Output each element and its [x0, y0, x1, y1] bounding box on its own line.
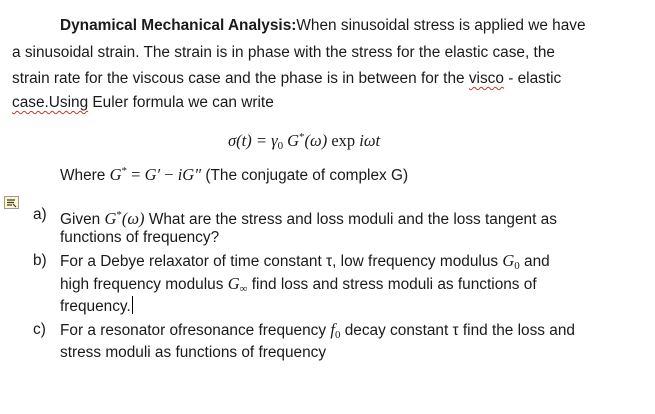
intro-text-1: When sinusoidal stress is applied we have [296, 17, 586, 34]
qb-G0-sub: 0 [514, 260, 520, 272]
qa-pre: Given [60, 211, 105, 228]
where-star: * [121, 165, 128, 177]
eq-omega: (ω) [304, 131, 328, 150]
qa-post: What are the stress and loss moduli and the loss tangent as [144, 211, 557, 228]
eq-lhs: σ(t) = [228, 131, 272, 150]
qc-f-sub: 0 [334, 329, 341, 341]
where-eq: = [127, 165, 145, 184]
where-prefix: Where [60, 167, 110, 184]
text-cursor [132, 296, 133, 314]
qc-pre: For a resonator ofresonance frequency [60, 322, 331, 339]
question-c-line-2: stress moduli as functions of frequency [60, 344, 327, 361]
question-c-label: c) [33, 321, 46, 338]
eq-star: * [299, 131, 305, 143]
intro-text-4-end: Euler formula we can write [88, 94, 274, 111]
where-i: i [177, 165, 183, 184]
eq-G: G [287, 131, 300, 150]
section-heading: Dynamical Mechanical Analysis: [60, 17, 297, 34]
intro-line-4 [12, 91, 274, 115]
qb-G0: G [502, 251, 515, 270]
eq-exp: exp [327, 131, 360, 150]
intro-text-3-end: - elastic [503, 70, 562, 87]
intro-line-2 [12, 41, 555, 65]
qb-Ginf-sub: ∞ [239, 283, 248, 295]
qc-f: f [330, 320, 335, 339]
question-b-label: b) [33, 252, 47, 269]
stress-equation [228, 125, 380, 158]
question-a-line-2: functions of frequency? [60, 229, 220, 246]
question-b-line-3[interactable] [60, 295, 133, 319]
intro-text-2: a sinusoidal strain. The strain is in phase with the stress for the elastic case, the [12, 44, 555, 61]
where-Gdoubleprime: G″ [182, 165, 202, 184]
where-G: G [109, 165, 122, 184]
eq-gamma-sub: 0 [277, 140, 284, 152]
eq-iwt: iωt [359, 131, 381, 150]
intro-line-3 [12, 67, 561, 91]
qb-pre: For a Debye relaxator of time constant τ, low frequency modulus [60, 253, 503, 270]
qa-G: G [104, 209, 117, 228]
qb-post: and [519, 253, 550, 270]
where-Gprime: G′ [144, 165, 161, 184]
qa-star: * [116, 209, 122, 221]
qb-Ginf: G [227, 274, 240, 293]
comment-icon[interactable] [4, 196, 19, 209]
qa-omega: (ω) [121, 209, 145, 228]
intro-text-3: strain rate for the viscous case and the phase is in between for the [12, 70, 469, 87]
intro-line-1 [60, 14, 586, 38]
qc-post: decay constant τ find the loss and [340, 322, 575, 339]
note-glyph-icon [5, 197, 18, 208]
eq-gamma: γ [271, 131, 278, 150]
where-line [60, 159, 408, 188]
qb3-text: frequency. [60, 298, 131, 315]
where-minus: − [160, 165, 178, 184]
qb2-pre: high frequency modulus [60, 276, 228, 293]
where-suffix: (The conjugate of complex G) [201, 167, 409, 184]
spelling-flag-visco[interactable]: visco [468, 70, 504, 87]
question-a-label: a) [33, 206, 47, 223]
qb2-post: find loss and stress moduli as functions of [247, 276, 537, 293]
spelling-flag-case-using[interactable]: case.Using [12, 94, 89, 111]
